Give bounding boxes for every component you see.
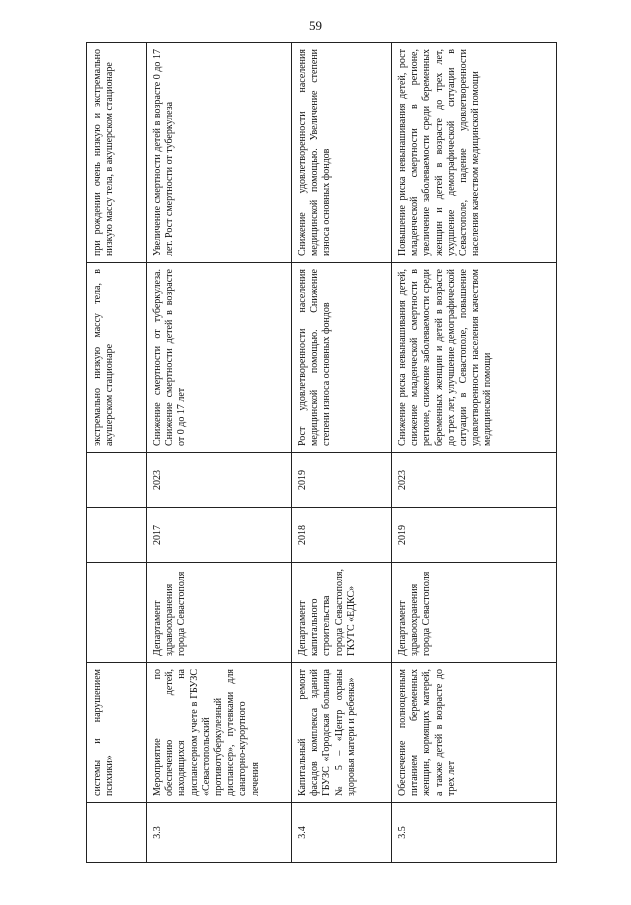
result-cell: экстремально низкую массу тела, в акушерском стационаре [87,263,147,453]
start-year-cell: 2017 [147,508,292,563]
result-cell: Рост удовлетворенности населения медицинской помощью. Снижение степени износа основных фондов [292,263,392,453]
event-cell: системы и нарушением психики» [87,663,147,803]
consequence-cell: при рождении очень низкую и экстремально низкую массу тела, в акушерском стационаре [87,43,147,263]
end-year-cell: 2019 [292,453,392,508]
start-year-cell: 2018 [292,508,392,563]
consequence-cell: Увеличение смертности детей в возрасте 0 до 17 лет. Рост смертности от туберкулеза [147,43,292,263]
page-number: 59 [309,18,322,33]
executor-cell: Департамент здравоохранения города Севастополя [147,563,292,663]
result-cell: Снижение смертности от туберкулеза. Снижение смертности детей в возрасте от 0 до 17 лет [147,263,292,453]
event-cell: Мероприятие по обеспечению детей, находящихся на диспансерном учете в ГБУЗС «Севастопольский противотуберкулезный диспансер», путевками для санаторно-курортного лечения [147,663,292,803]
start-year-cell: 2019 [392,508,557,563]
item-number: 3.4 [292,803,392,863]
result-cell: Снижение риска невынашивания детей, снижение младенческой смертности в регионе, снижение заболеваемости среди беременных женщин и детей в возрасте до трех лет, улучшение демографической ситуации в Севастополе, повышение удовлетворенности населения качеством медицинской помощи [392,263,557,453]
end-year-cell: 2023 [392,453,557,508]
table-row [147,43,292,863]
end-year-cell [87,453,147,508]
executor-cell: Департамент здравоохранения города Севастополя [392,563,557,663]
consequence-cell: Повышение риска невынашивания детей, рост младенческой смертности в регионе, увеличение заболеваемости среди беременных женщин и детей в возрасте до трех лет, ухудшение демографической ситуации в Севастополе, падение удовлетворенности населения качеством медицинской помощи [392,43,557,263]
event-cell: Капитальный ремонт фасадов комплекса зданий ГБУЗС «Городская больница № 5 – «Центр охраны здоровья матери и ребенка» [292,663,392,803]
end-year-cell: 2023 [147,453,292,508]
executor-cell [87,563,147,663]
activities-table [86,42,557,863]
event-cell: Обеспечение полноценным питанием беременных женщин, кормящих матерей, а также детей в возрасте до трех лет [392,663,557,803]
item-number: 3.5 [392,803,557,863]
item-number: 3.3 [147,803,292,863]
table-row [292,43,392,863]
table-row [87,43,147,863]
consequence-cell: Снижение удовлетворенности населения медицинской помощью. Увеличение степени износа основных фондов [292,43,392,263]
table-row [392,43,557,863]
executor-cell: Департамент капитального строительства города Севастополя, ГКУГС «ЕДКС» [292,563,392,663]
start-year-cell [87,508,147,563]
item-number [87,803,147,863]
rotated-table-wrapper [86,43,556,863]
